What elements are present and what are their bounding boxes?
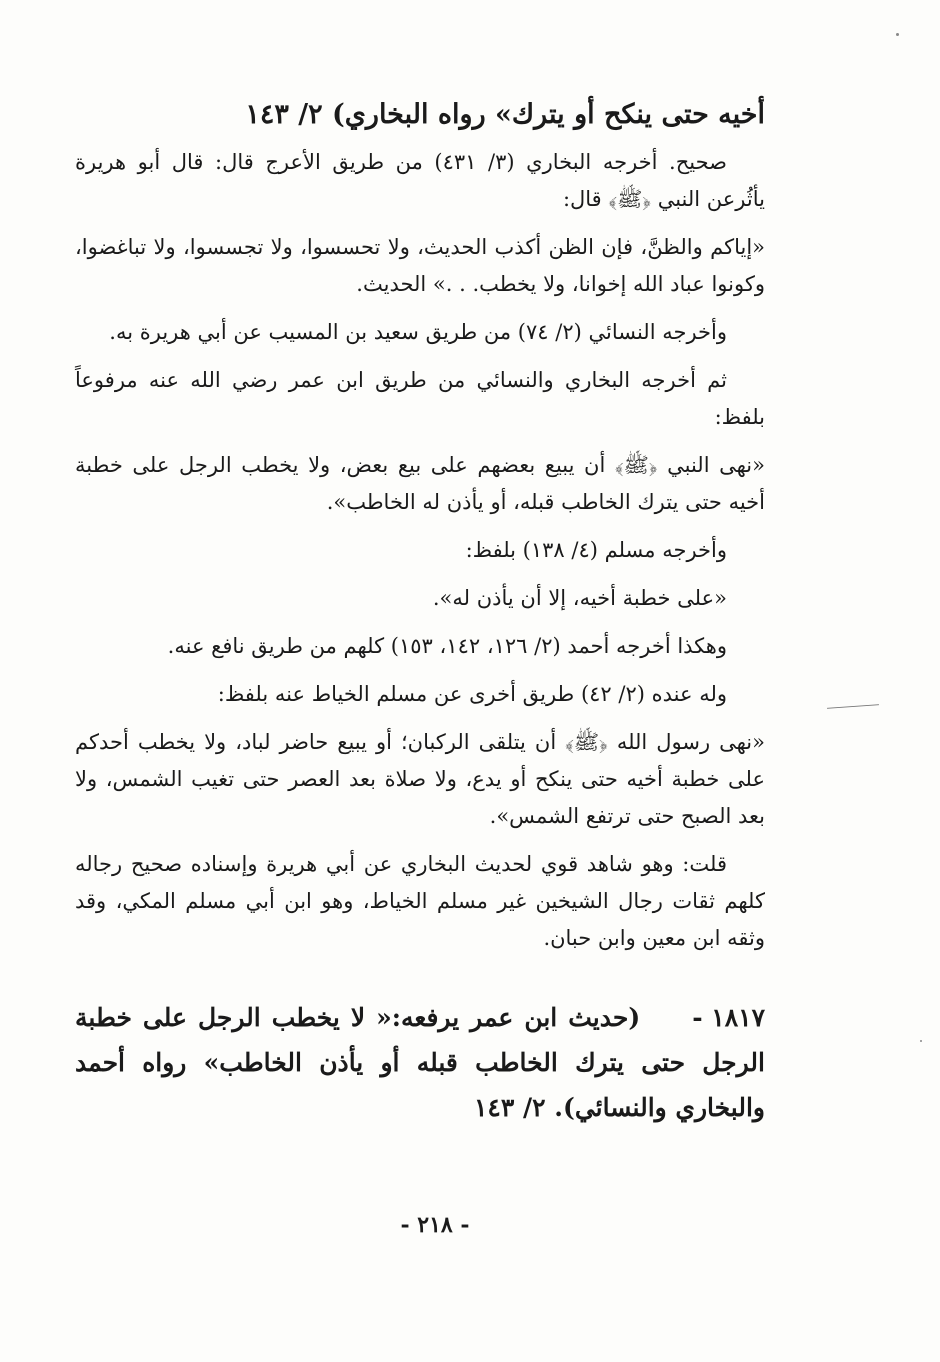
paragraph-hadith-quote-2: «نهى النبي ﴿ﷺ﴾ أن يبيع بعضهم على بيع بعض، ولا يخطب الرجل على خطبة أخيه حتى يترك الخاطب قبله، أو يأذن له الخاطب». bbox=[75, 453, 765, 514]
paragraph-muslim-source: وأخرجه مسلم (٤/ ١٣٨) بلفظ: bbox=[465, 538, 727, 562]
paragraph-nasai-source: وأخرجه النسائي (٢/ ٧٤) من طريق سعيد بن المسيب عن أبي هريرة به. bbox=[109, 320, 727, 344]
page-body bbox=[75, 92, 765, 1130]
entry-number: ١٨١٧ - bbox=[692, 1003, 765, 1032]
paragraph-authentication: صحيح. أخرجه البخاري (٣/ ٤٣١) من طريق الأعرج قال: قال أبو هريرة يأثُرعن النبي ﴿ﷺ﴾ قال: bbox=[75, 150, 765, 211]
paragraph-ibn-umar-source: ثم أخرجه البخاري والنسائي من طريق ابن عمر رضي الله عنه مرفوعاً بلفظ: bbox=[75, 368, 765, 429]
margin-pencil-mark bbox=[827, 704, 879, 709]
continued-hadith-line: أخيه حتى ينكح أو يترك» رواه البخاري) ٢/ ١٤٣ bbox=[245, 99, 765, 130]
paragraph-hadith-quote-4: «نهى رسول الله ﴿ﷺ﴾ أن يتلقى الركبان؛ أو يبيع حاضر لباد، ولا يخطب أحدكم على خطبة أخيه حتى ينكح أو يدع، ولا صلاة بعد العصر حتى تغيب الشمس، ولا بعد الصبح حتى ترتفع الشمس». bbox=[75, 730, 765, 828]
page-number: - ٢١٨ - bbox=[400, 1212, 470, 1238]
hadith-entry-1817 bbox=[75, 995, 765, 1130]
entry-text: (حديث ابن عمر يرفعه:« لا يخطب الرجل على خطبة الرجل حتى يترك الخاطب قبله أو يأذن الخاطب» رواه أحمد والبخاري والنسائي). ٢/ ١٤٣ bbox=[75, 1003, 765, 1122]
paragraph-hadith-quote-1: «إياكم والظنَّ، فإن الظن أكذب الحديث، ولا تحسسوا، ولا تجسسوا، ولا تباغضوا، وكونوا عباد الله إخوانا، ولا يخطب. . .» الحديث. bbox=[75, 235, 765, 296]
paragraph-ahmad-source: وهكذا أخرجه أحمد (٢/ ١٢٦، ١٤٢، ١٥٣) كلهم من طريق نافع عنه. bbox=[167, 634, 727, 658]
paragraph-khayyat-source: وله عنده (٢/ ٤٢) طريق أخرى عن مسلم الخياط عنه بلفظ: bbox=[217, 682, 727, 706]
paragraph-commentary: قلت: وهو شاهد قوي لحديث البخاري عن أبي هريرة وإسناده صحيح رجاله كلهم ثقات رجال الشيخين غير مسلم الخياط، وهو ابن أبي مسلم المكي، وقد وثقه ابن معين وابن حبان. bbox=[75, 852, 765, 950]
scan-speck bbox=[920, 1040, 922, 1042]
scan-speck bbox=[896, 33, 899, 36]
paragraph-hadith-quote-3: «على خطبة أخيه، إلا أن يأذن له». bbox=[432, 586, 727, 610]
